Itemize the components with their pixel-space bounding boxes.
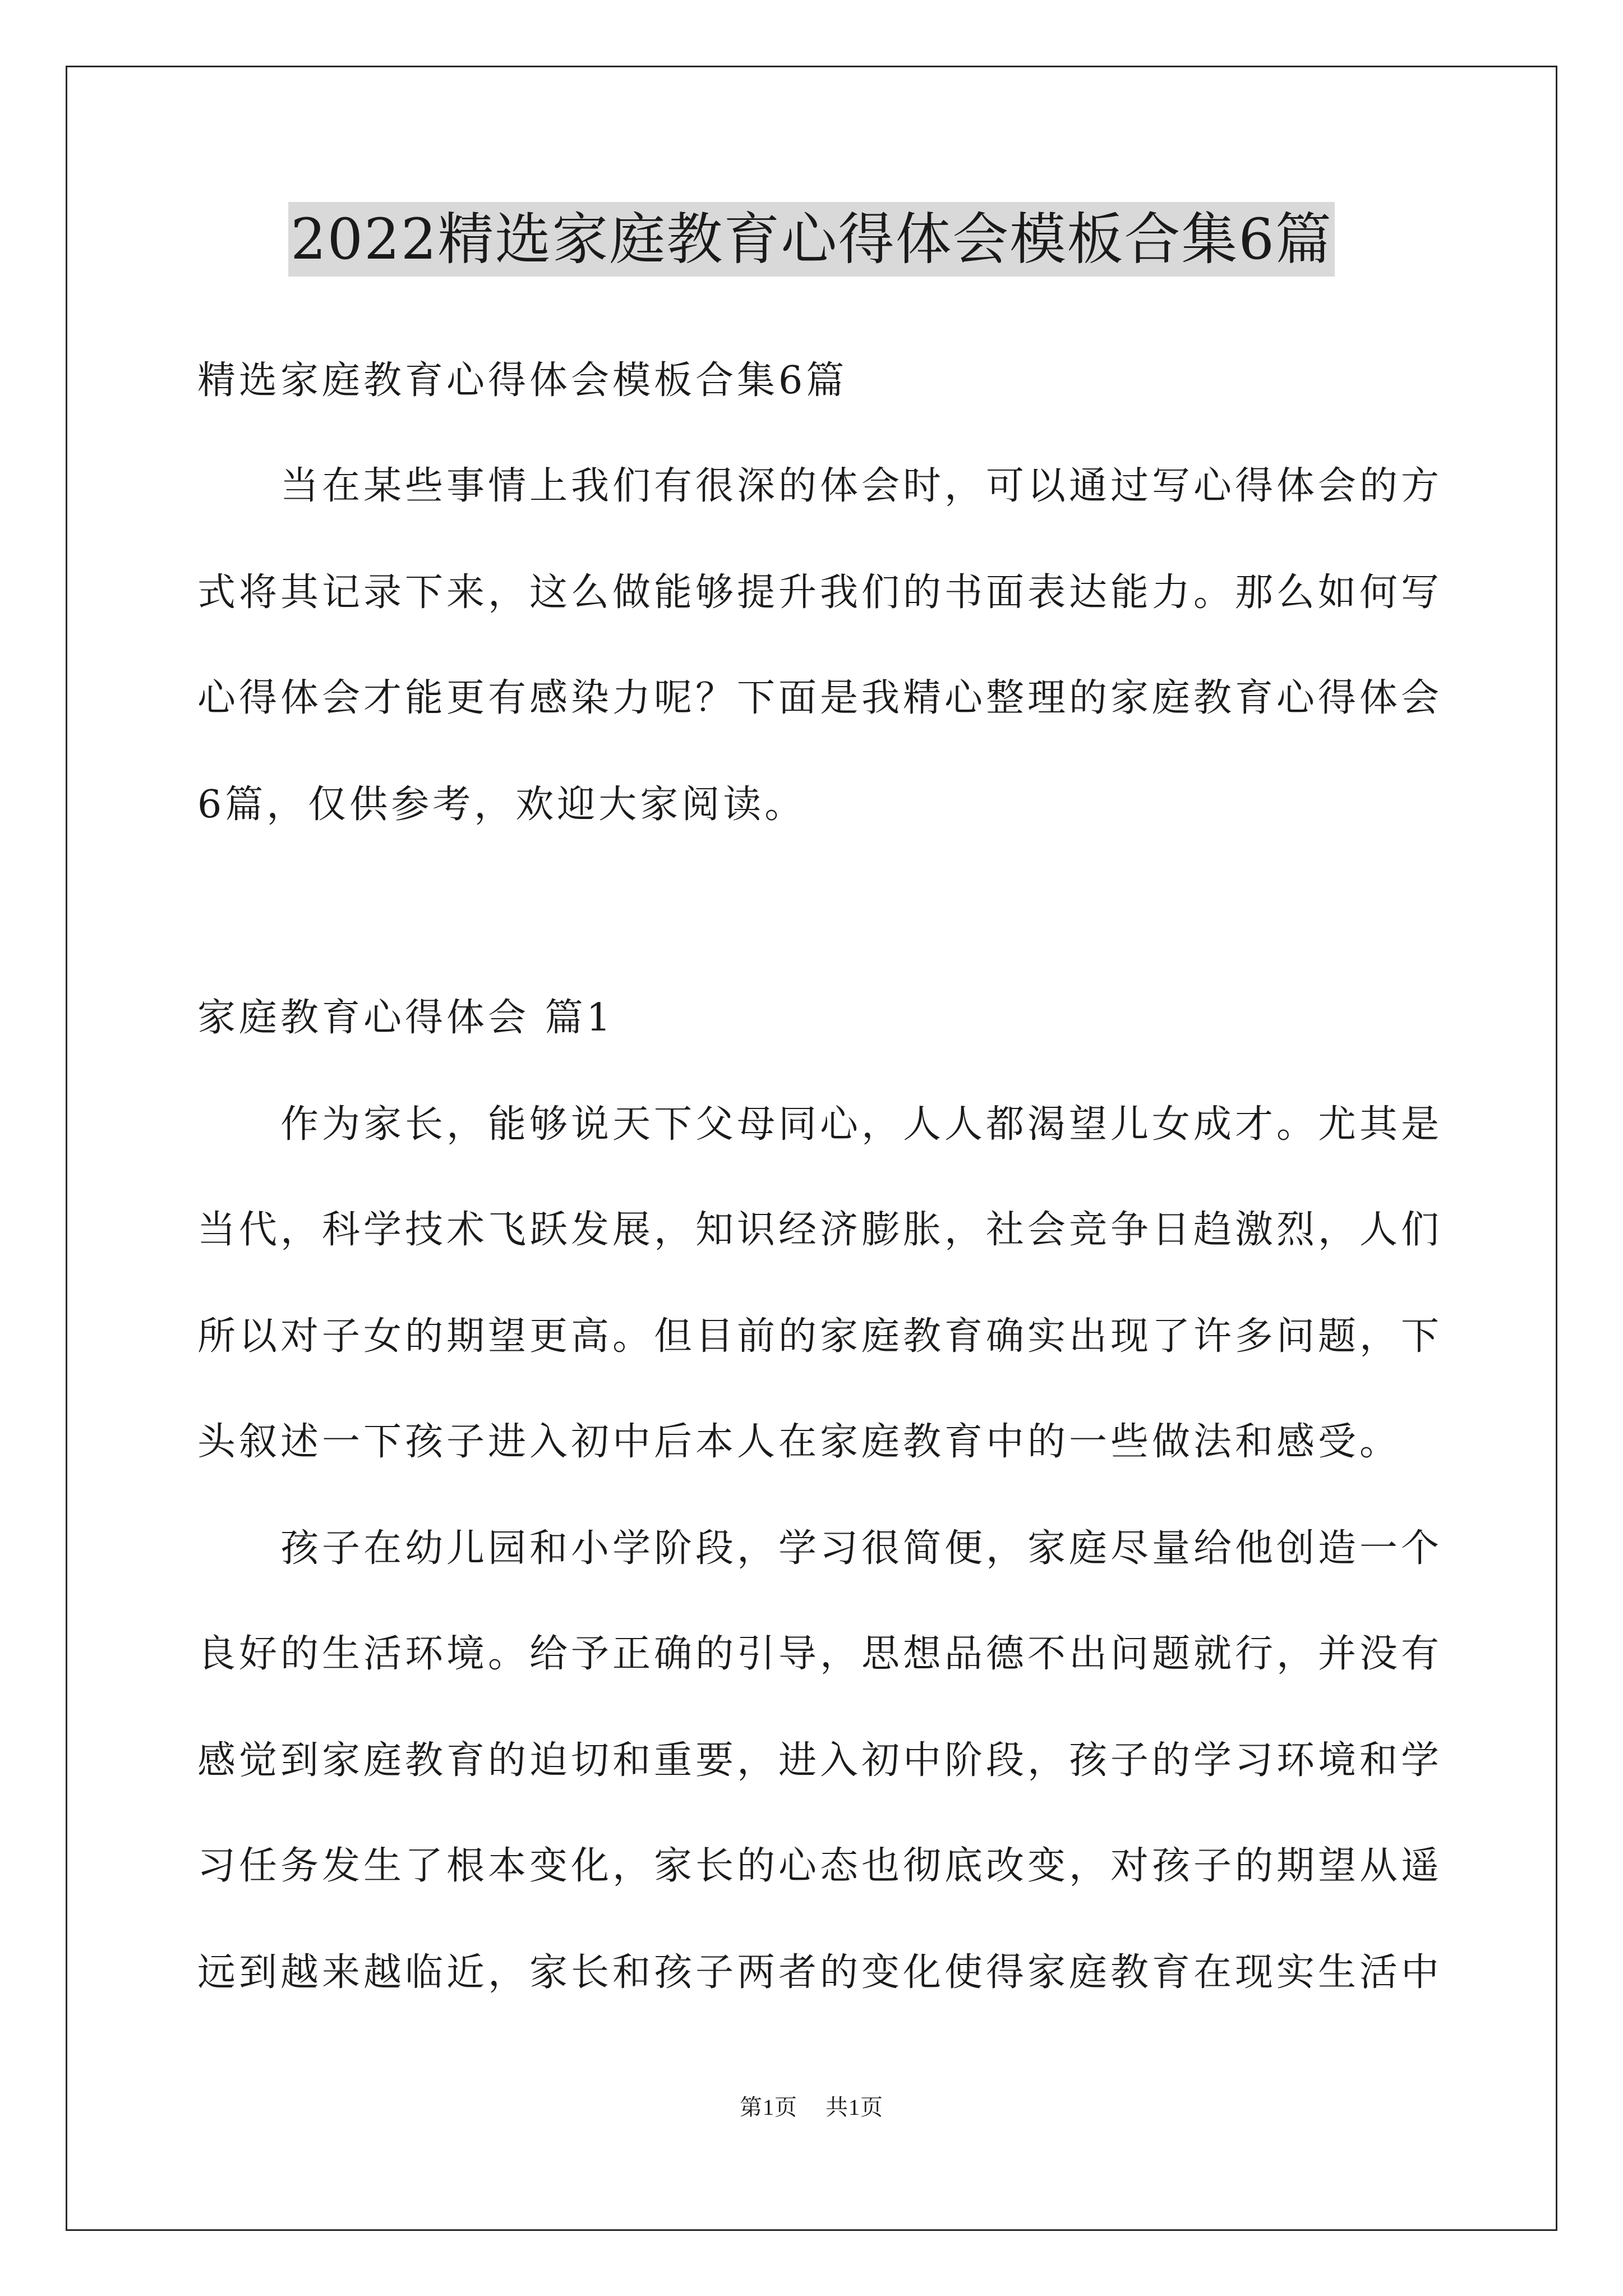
paragraph-line: 远到越来越临近，家长和孩子两者的变化使得家庭教育在现实生活中: [197, 1950, 1443, 1995]
paragraph-line: 所以对子女的期望更高。但目前的家庭教育确实出现了许多问题，下: [197, 1314, 1443, 1359]
page-total: 共1页: [826, 2095, 883, 2120]
intro-line: 心得体会才能更有感染力呢？下面是我精心整理的家庭教育心得体会: [197, 676, 1443, 720]
intro-line: 6篇，仅供参考，欢迎大家阅读。: [197, 783, 806, 827]
document-title-text: 2022精选家庭教育心得体会模板合集6篇: [288, 202, 1335, 277]
paragraph-line: 良好的生活环境。给予正确的引导，思想品德不出问题就行，并没有: [197, 1632, 1443, 1676]
paragraph-line: 感觉到家庭教育的迫切和重要，进入初中阶段，孩子的学习环境和学: [197, 1738, 1443, 1783]
page-footer: [0, 2090, 1623, 2122]
paragraph-line: 习任务发生了根本变化，家长的心态也彻底改变，对孩子的期望从遥: [197, 1844, 1443, 1888]
document-title: [0, 197, 1623, 282]
paragraph-line: 孩子在幼儿园和小学阶段，学习很简便，家庭尽量给他创造一个: [280, 1526, 1443, 1571]
paragraph-line: 头叙述一下孩子进入初中后本人在家庭教育中的一些做法和感受。: [197, 1420, 1401, 1464]
intro-line: 式将其记录下来，这么做能够提升我们的书面表达能力。那么如何写: [197, 570, 1443, 615]
intro-line: 当在某些事情上我们有很深的体会时，可以通过写心得体会的方: [280, 464, 1443, 508]
page-number: 第1页: [740, 2095, 797, 2120]
document-subtitle: 精选家庭教育心得体会模板合集6篇: [197, 358, 848, 403]
section-heading: 家庭教育心得体会 篇1: [197, 996, 614, 1040]
paragraph-line: 当代，科学技术飞跃发展，知识经济膨胀，社会竞争日趋激烈，人们: [197, 1208, 1443, 1252]
paragraph-line: 作为家长，能够说天下父母同心，人人都渴望儿女成才。尤其是: [280, 1102, 1443, 1147]
